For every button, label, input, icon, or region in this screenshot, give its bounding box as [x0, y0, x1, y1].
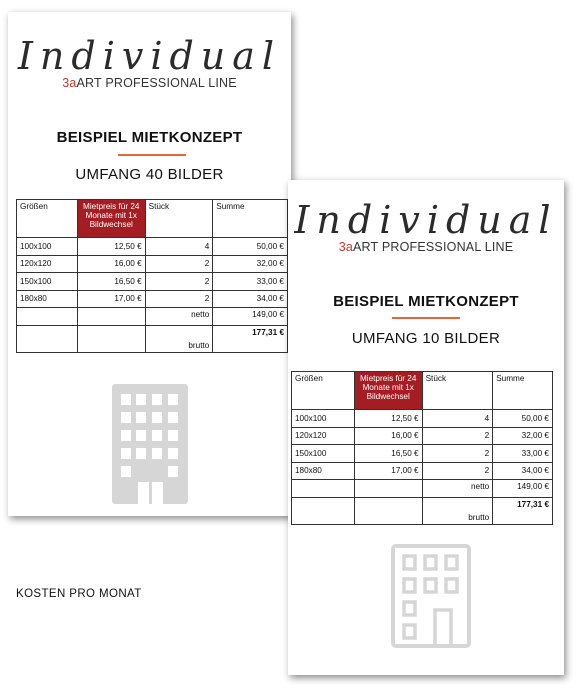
cell-size: 100x100 — [292, 410, 355, 428]
netto-label: netto — [422, 480, 493, 498]
header-rental-price: Mietpreis für 24 Monate mit 1x Bildwechsel — [354, 372, 422, 410]
logo-brand-prefix: 3a — [62, 76, 77, 90]
table-header-row — [17, 200, 288, 238]
cell-quantity: 2 — [145, 290, 213, 308]
cell-quantity: 4 — [422, 410, 493, 428]
accent-divider — [118, 154, 186, 156]
cell-quantity: 2 — [422, 427, 493, 445]
cell-sum: 50,00 € — [493, 410, 553, 428]
cell-empty — [77, 325, 145, 352]
brutto-label: brutto — [145, 325, 213, 352]
price-table — [16, 199, 288, 353]
brutto-value: 177,31 € — [493, 497, 553, 524]
cell-sum: 33,00 € — [213, 273, 288, 291]
logo-line-text: ART PROFESSIONAL LINE — [353, 240, 514, 254]
header-sizes: Größen — [292, 372, 355, 410]
cell-empty — [354, 480, 422, 498]
cell-quantity: 2 — [145, 273, 213, 291]
card-title: BEISPIEL MIETKONZEPT — [56, 129, 243, 146]
cell-empty — [77, 308, 145, 326]
cell-quantity: 2 — [422, 445, 493, 463]
netto-value: 149,00 € — [213, 308, 288, 326]
cell-size: 150x100 — [292, 445, 355, 463]
professional-line-logo — [288, 240, 564, 254]
header-sum: Summe — [213, 200, 288, 238]
table-row — [292, 445, 553, 463]
cell-empty — [17, 325, 78, 352]
cell-sum: 34,00 € — [213, 290, 288, 308]
table-header-row — [292, 372, 553, 410]
small-building-icon — [391, 544, 471, 648]
cell-price: 16,50 € — [77, 273, 145, 291]
individual-logo-script: Individual — [17, 34, 282, 78]
table-row — [17, 290, 288, 308]
card-subtitle: UMFANG 40 BILDER — [75, 166, 224, 183]
netto-value: 149,00 € — [493, 480, 553, 498]
cell-price: 12,50 € — [77, 238, 145, 256]
table-row — [292, 462, 553, 480]
cell-sum: 32,00 € — [493, 427, 553, 445]
cell-size: 120x120 — [17, 255, 78, 273]
cell-sum: 50,00 € — [213, 238, 288, 256]
cell-sum: 34,00 € — [493, 462, 553, 480]
header-rental-price: Mietpreis für 24 Monate mit 1x Bildwechsel — [77, 200, 145, 238]
cell-price: 17,00 € — [77, 290, 145, 308]
table-row — [17, 238, 288, 256]
cell-size: 180x80 — [17, 290, 78, 308]
cell-price: 17,00 € — [354, 462, 422, 480]
netto-row — [292, 480, 553, 498]
professional-line-logo — [8, 76, 291, 90]
card-title: BEISPIEL MIETKONZEPT — [333, 293, 519, 310]
cell-quantity: 2 — [422, 462, 493, 480]
table-row — [292, 410, 553, 428]
cell-empty — [354, 497, 422, 524]
table-row — [17, 255, 288, 273]
cell-quantity: 4 — [145, 238, 213, 256]
cell-sum: 32,00 € — [213, 255, 288, 273]
table-row — [17, 273, 288, 291]
netto-label: netto — [145, 308, 213, 326]
table-row — [292, 427, 553, 445]
cell-size: 180x80 — [292, 462, 355, 480]
cell-empty — [292, 497, 355, 524]
cell-quantity: 2 — [145, 255, 213, 273]
brutto-row — [17, 325, 288, 352]
header-sizes: Größen — [17, 200, 78, 238]
office-building-icon — [112, 384, 188, 504]
cell-price: 16,50 € — [354, 445, 422, 463]
cell-size: 120x120 — [292, 427, 355, 445]
header-quantity: Stück — [422, 372, 493, 410]
individual-logo-script: Individual — [294, 198, 558, 242]
cell-size: 150x100 — [17, 273, 78, 291]
logo-brand-prefix: 3a — [338, 240, 354, 254]
cell-empty — [292, 480, 355, 498]
cell-price: 16,00 € — [354, 427, 422, 445]
card-subtitle: UMFANG 10 BILDER — [351, 330, 501, 347]
logo-line-text: ART PROFESSIONAL LINE — [76, 76, 237, 90]
brutto-label: brutto — [422, 497, 493, 524]
netto-row — [17, 308, 288, 326]
header-sum: Summe — [493, 372, 553, 410]
brutto-row — [292, 497, 553, 524]
accent-divider — [392, 317, 460, 319]
cell-price: 12,50 € — [354, 410, 422, 428]
cell-sum: 33,00 € — [493, 445, 553, 463]
rental-concept-card-10 — [288, 180, 564, 675]
monthly-cost-caption: KOSTEN PRO MONAT — [16, 588, 142, 600]
brutto-value: 177,31 € — [213, 325, 288, 352]
cell-empty — [17, 308, 78, 326]
price-table — [291, 371, 553, 525]
rental-concept-card-40 — [8, 12, 291, 516]
header-quantity: Stück — [145, 200, 213, 238]
cell-price: 16,00 € — [77, 255, 145, 273]
cell-size: 100x100 — [17, 238, 78, 256]
